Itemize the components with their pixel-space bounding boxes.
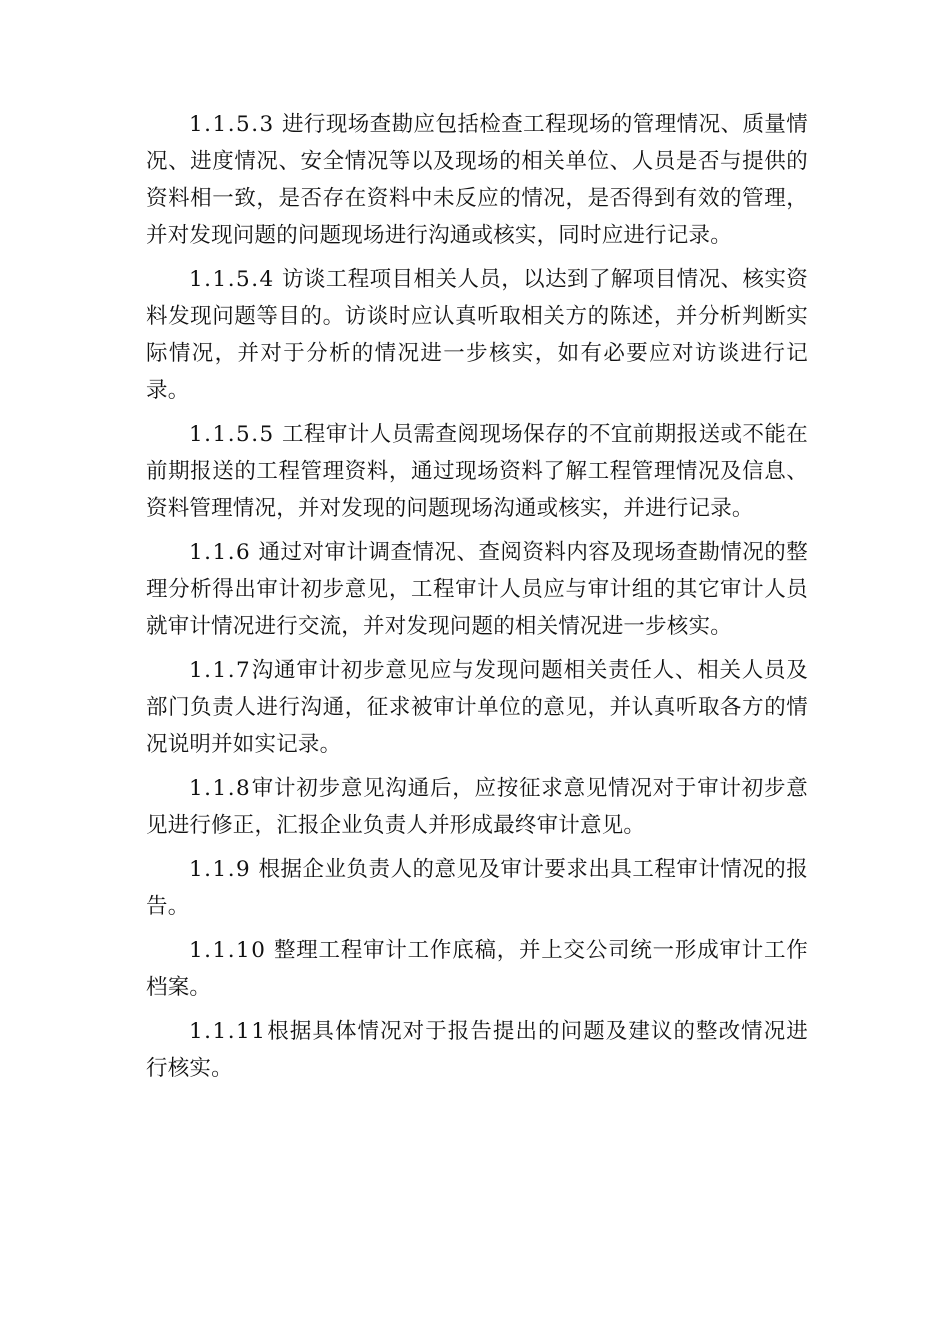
paragraph-1-1-5-4	[146, 261, 808, 409]
paragraph-1-1-5-5	[146, 416, 808, 527]
paragraph-1-1-8	[146, 770, 808, 844]
paragraph-1-1-9	[146, 851, 808, 925]
paragraph-1-1-6	[146, 534, 808, 645]
clause-number: 1.1.6	[189, 540, 252, 565]
paragraph-text: 进行现场查勘应包括检查工程现场的管理情况、质量情况、进度情况、安全情况等以及现场的相关单位、人员是否与提供的资料相一致，是否存在资料中未反应的情况，是否得到有效的管理，并对发现问题的问题现场进行沟通或核实，同时应进行记录。	[146, 112, 808, 248]
paragraph-text: 根据企业负责人的意见及审计要求出具工程审计情况的报告。	[146, 857, 808, 919]
clause-number: 1.1.8	[189, 776, 252, 801]
paragraph-text: 审计初步意见沟通后，应按征求意见情况对于审计初步意见进行修正，汇报企业负责人并形成最终审计意见。	[146, 776, 808, 838]
paragraph-1-1-5-3	[146, 106, 808, 254]
paragraph-1-1-10	[146, 932, 808, 1006]
paragraph-1-1-7	[146, 652, 808, 763]
clause-number: 1.1.7	[189, 658, 252, 683]
clause-number: 1.1.11	[189, 1019, 267, 1044]
document-body	[146, 106, 808, 1094]
paragraph-text: 访谈工程项目相关人员，以达到了解项目情况、核实资料发现问题等目的。访谈时应认真听取相关方的陈述，并分析判断实际情况，并对于分析的情况进一步核实，如有必要应对访谈进行记录。	[146, 267, 808, 403]
paragraph-text: 通过对审计调查情况、查阅资料内容及现场查勘情况的整理分析得出审计初步意见，工程审计人员应与审计组的其它审计人员就审计情况进行交流，并对发现问题的相关情况进一步核实。	[146, 540, 808, 639]
paragraph-text: 根据具体情况对于报告提出的问题及建议的整改情况进行核实。	[146, 1019, 808, 1081]
paragraph-text: 工程审计人员需查阅现场保存的不宜前期报送或不能在前期报送的工程管理资料，通过现场资料了解工程管理情况及信息、资料管理情况，并对发现的问题现场沟通或核实，并进行记录。	[146, 422, 808, 521]
clause-number: 1.1.5.4	[189, 267, 275, 292]
clause-number: 1.1.10	[189, 938, 267, 963]
clause-number: 1.1.5.3	[189, 112, 275, 137]
clause-number: 1.1.5.5	[189, 422, 275, 447]
paragraph-1-1-11	[146, 1013, 808, 1087]
paragraph-text: 整理工程审计工作底稿，并上交公司统一形成审计工作档案。	[146, 938, 808, 1000]
paragraph-text: 沟通审计初步意见应与发现问题相关责任人、相关人员及部门负责人进行沟通，征求被审计单位的意见，并认真听取各方的情况说明并如实记录。	[146, 658, 808, 757]
clause-number: 1.1.9	[189, 857, 252, 882]
